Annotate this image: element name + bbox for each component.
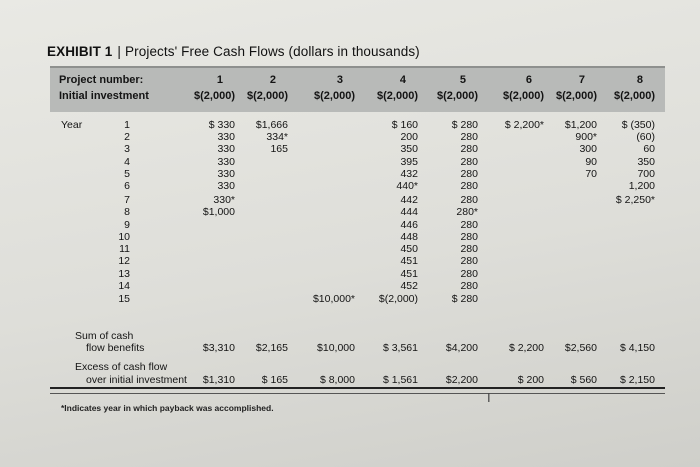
cash-flow-cell: 900* [575,131,597,143]
year-number: 4 [124,156,130,168]
project-number: 7 [578,74,585,86]
cash-flow-cell: 446 [400,219,418,231]
cash-flow-cell: 700 [637,168,655,180]
cash-flow-cell: 280 [460,255,478,267]
cash-flow-cell: 280 [460,268,478,280]
cash-flow-cell: 451 [400,268,418,280]
year-number: 8 [124,206,130,218]
year-number: 5 [124,168,130,180]
cash-flow-cell: $ 2,250* [615,194,655,206]
cash-flow-cell: 442 [400,194,418,206]
cash-flow-cell: 280 [460,231,478,243]
cash-flow-cell: $1,000 [202,206,235,218]
project-number: 4 [399,74,406,86]
exhibit-title [47,44,420,59]
cash-flow-cell: 60 [643,143,655,155]
cash-flow-cell: $ 280 [451,293,478,305]
initial-investment-value: $(2,000) [314,90,355,102]
initial-investment-value: $(2,000) [437,90,478,102]
sum-of-cash-value: $ 2,200 [508,342,544,354]
sum-of-cash-value: $3,310 [202,342,235,354]
year-number: 7 [124,194,130,206]
cash-flow-cell: 280 [460,143,478,155]
exhibit-label: EXHIBIT 1 [47,44,113,59]
excess-cash-value: $ 2,150 [619,374,655,386]
project-number: 3 [336,74,343,86]
excess-cash-value: $1,310 [202,374,235,386]
project-number: 5 [459,74,466,86]
cash-flow-cell: 280 [460,156,478,168]
cash-flow-cell: $10,000* [312,293,355,305]
cash-flow-cell: 280* [456,206,478,218]
excess-cash-value: $2,200 [445,374,478,386]
initial-investment-value: $(2,000) [377,90,418,102]
cash-flow-cell: 330 [217,131,235,143]
cash-flow-cell: $ (350) [621,119,655,131]
initial-investment-value: $(2,000) [194,90,235,102]
year-number: 1 [124,119,130,131]
cash-flow-cell: 280 [460,194,478,206]
cash-flow-cell: 350 [400,143,418,155]
sum-of-cash-value: $10,000 [317,342,355,354]
initial-investment-value: $(2,000) [247,90,288,102]
cash-flow-cell: 280 [460,243,478,255]
excess-label: Excess of cash flow [75,361,168,373]
cash-flow-cell: $1,666 [255,119,288,131]
cash-flow-cell: 280 [460,219,478,231]
cash-flow-cell: $ 160 [391,119,418,131]
cash-flow-cell: 280 [460,168,478,180]
sum-of-cash-value: $2,165 [255,342,288,354]
exhibit-title-text: Projects' Free Cash Flows (dollars in thousands) [125,44,420,59]
cash-flow-cell: 300 [579,143,597,155]
initial-investment-label: Initial investment [59,90,149,102]
bottom-rule [50,387,665,389]
sum-of-cash-label: Sum of cash [75,330,134,342]
cash-flow-cell: 452 [400,280,418,292]
initial-investment-value: $(2,000) [614,90,655,102]
cash-flow-cell: 280 [460,280,478,292]
excess-cash-value: $ 560 [570,374,597,386]
initial-investment-value: $(2,000) [503,90,544,102]
cash-flow-cell: 200 [400,131,418,143]
cash-flow-cell: 165 [270,143,288,155]
cash-flow-cell: 330 [217,156,235,168]
year-number: 14 [118,280,130,292]
cash-flow-cell: 330 [217,180,235,192]
cash-flow-cell: (60) [636,131,655,143]
year-label: Year [61,119,83,131]
sum-of-cash-value: $ 3,561 [382,342,418,354]
cash-flow-cell: $(2,000) [378,293,418,305]
cash-flow-cell: 444 [400,206,418,218]
flow-benefits-label: flow benefits [86,342,145,354]
cash-flow-cell: 330 [217,168,235,180]
cash-flow-cell: 440* [396,180,418,192]
text-cursor-icon: I [487,390,491,405]
project-number: 8 [636,74,643,86]
cash-flow-cell: 350 [637,156,655,168]
cash-flow-cell: $ 2,200* [504,119,544,131]
cash-flow-cell: 90 [585,156,597,168]
cash-flow-cell: 432 [400,168,418,180]
cash-flow-cell: 70 [585,168,597,180]
year-number: 10 [118,231,130,243]
year-number: 2 [124,131,130,143]
cash-flow-cell: $1,200 [564,119,597,131]
sum-of-cash-value: $2,560 [564,342,597,354]
initial-investment-value: $(2,000) [556,90,597,102]
footnote: *Indicates year in which payback was accomplished. [61,403,274,413]
header-band [50,66,665,112]
year-number: 3 [124,143,130,155]
cash-flow-cell: 395 [400,156,418,168]
cash-flow-cell: 448 [400,231,418,243]
sum-of-cash-value: $4,200 [445,342,478,354]
year-number: 15 [118,293,130,305]
project-number: 1 [216,74,223,86]
cash-flow-cell: 1,200 [628,180,655,192]
project-number: 6 [525,74,532,86]
excess-cash-value: $ 200 [517,374,544,386]
project-number: 2 [269,74,276,86]
year-number: 9 [124,219,130,231]
sum-of-cash-value: $ 4,150 [619,342,655,354]
excess-cash-value: $ 165 [261,374,288,386]
bottom-rule-thin [50,393,665,394]
project-number-label: Project number: [59,74,144,86]
year-number: 11 [119,243,130,255]
title-separator: | [117,44,122,59]
cash-flow-cell: 330* [213,194,235,206]
year-number: 13 [118,268,130,280]
excess-cash-value: $ 8,000 [319,374,355,386]
cash-flow-cell: 334* [266,131,288,143]
cash-flow-cell: 450 [400,243,418,255]
cash-flow-cell: $ 330 [208,119,235,131]
cash-flow-cell: 280 [460,180,478,192]
over-initial-investment-label: over initial investment [86,374,187,386]
cash-flow-cell: 280 [460,131,478,143]
cash-flow-cell: 330 [217,143,235,155]
cash-flow-cell: $ 280 [451,119,478,131]
year-number: 6 [124,180,130,192]
cash-flow-cell: 451 [400,255,418,267]
year-number: 12 [118,255,130,267]
excess-cash-value: $ 1,561 [382,374,418,386]
